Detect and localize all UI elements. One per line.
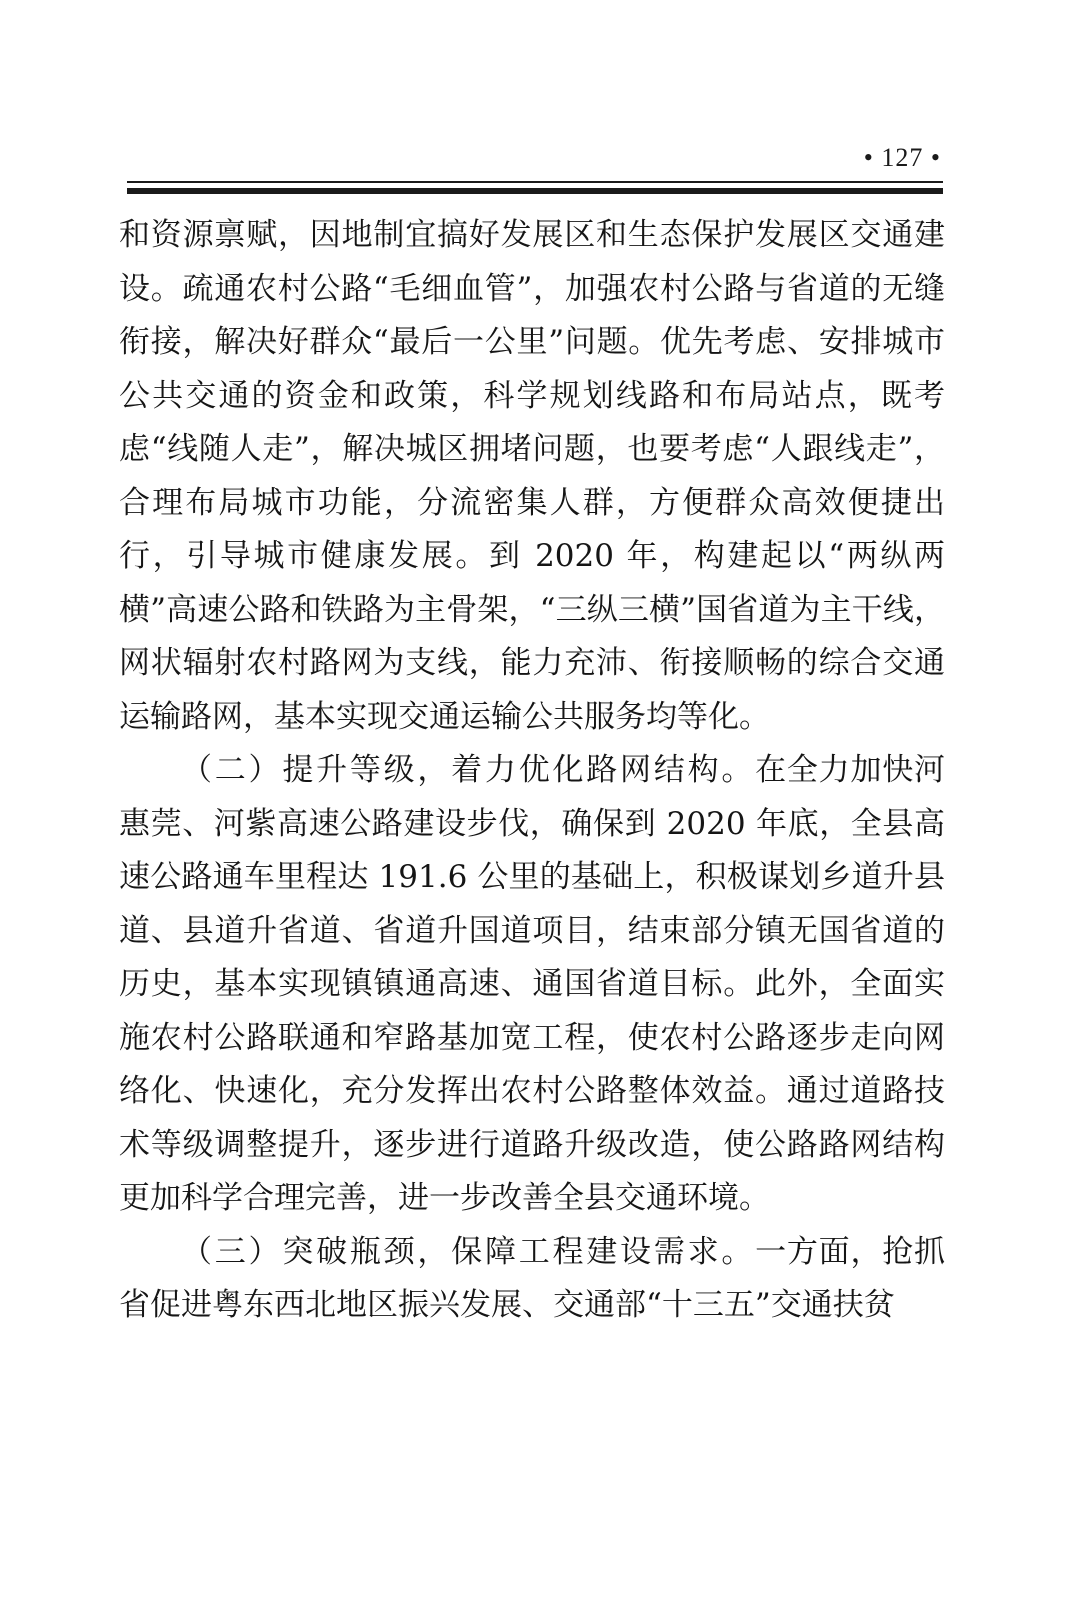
header-rule-thick xyxy=(127,188,943,194)
section-heading-3: （三）突破瓶颈，保障工程建设需求。 xyxy=(181,1233,756,1270)
paragraph-1: 和资源禀赋，因地制宜搞好发展区和生态保护发展区交通建设。疏通农村公路“毛细血管”，加强农村公路与省道的无缝衔接，解决好群众“最后一公里”问题。优先考虑、安排城市公共交通的资金和政策，科学规划线路和布局站点，既考虑“线随人走”，解决城区拥堵问题，也要考虑“人跟线走”，合理布局城市功能，分流密集人群，方便群众高效便捷出行，引导城市健康发展。到 2020 年，构建起以“两纵两横”高速公路和铁路为主骨架，“三纵三横”国省道为主干线，网状辐射农村路网为支线，能力充沛、衔接顺畅的综合交通运输路网，基本实现交通运输公共服务均等化。 xyxy=(119,217,945,735)
paragraph-3 xyxy=(119,1226,945,1333)
section-heading-2: （二）提升等级，着力优化路网结构。 xyxy=(181,752,756,788)
paragraph-3-text: 一方面，抢抓省促进粤东西北地区振兴发展、交通部“十三五”交通扶贫 xyxy=(119,1233,946,1323)
body-text xyxy=(119,209,945,1333)
paragraph-2 xyxy=(119,744,945,1226)
header-rule-thin xyxy=(127,181,943,183)
page-number: • 127 • xyxy=(863,143,941,172)
paragraph-2-text: 在全力加快河惠莞、河紫高速公路建设步伐，确保到 2020 年底，全县高速公路通车里程达 191.6 公里的基础上，积极谋划乡道升县道、县道升省道、省道升国道项目，结束部分镇无国省道的历史，基本实现镇镇通高速、通国省道目标。此外，全面实施农村公路联通和窄路基加宽工程，使农村公路逐步走向网络化、快速化，充分发挥出农村公路整体效益。通过道路技术等级调整提升，逐步进行道路升级改造，使公路路网结构更加科学合理完善，进一步改善全县交通环境。 xyxy=(119,752,946,1216)
